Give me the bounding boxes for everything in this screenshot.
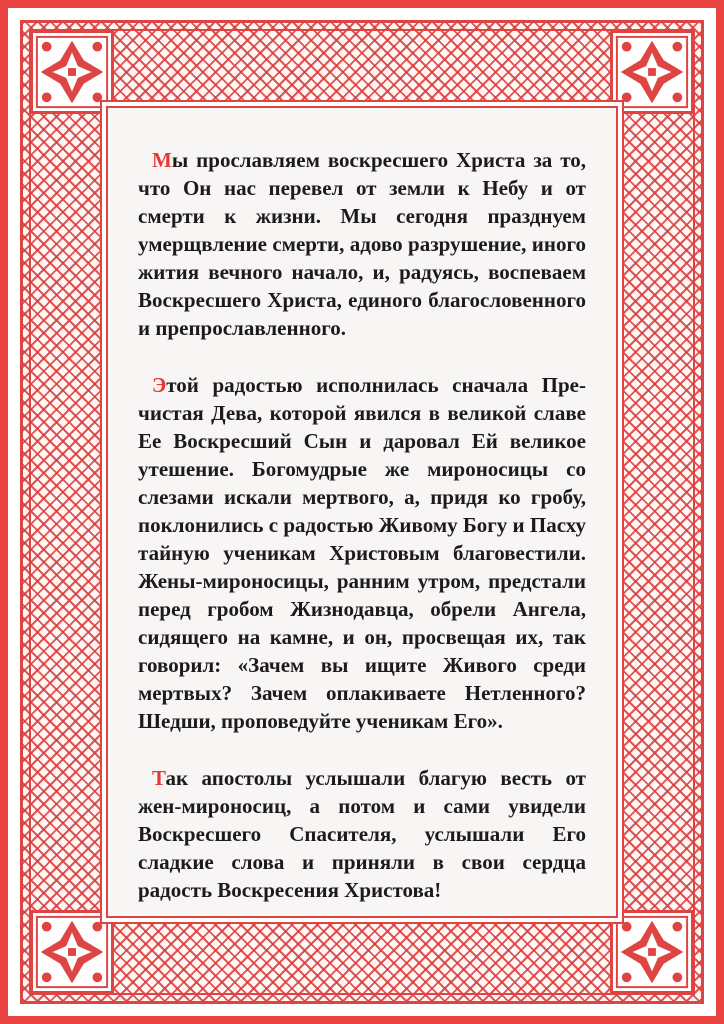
cross-rosette-ornament-icon [33, 913, 111, 991]
body-text [138, 146, 586, 933]
corner-ornament-bottom-left [30, 910, 114, 994]
paragraph-2 [138, 371, 586, 735]
paragraph-1 [138, 146, 586, 342]
corner-ornament-bottom-right [610, 910, 694, 994]
drop-initial: Т [152, 766, 166, 790]
paragraph-text: той радостью исполнилась сначала Пречистая Дева, которой явился в великой славе Ее Воскресший Сын и даровал Ей великое утешение. Богомудрые же мироносицы со слезами искали мертвого, а, придя ко гробу, поклонились с радостью Живому Богу и Пасху тайную ученикам Христовым благовестили. Жены-мироносицы, ранним утром, предстали перед гробом Жизнодавца, обрели Ангела, сидящего на камне, и он, просвещая их, так говорил: «Зачем вы ищите Живого среди мертвых? Зачем оплакиваете Нетленного? Шедши, проповедуйте ученикам Его». [138, 373, 586, 733]
cross-rosette-ornament-icon [33, 33, 111, 111]
corner-ornament-top-right [610, 30, 694, 114]
paragraph-3 [138, 764, 586, 904]
drop-initial: Э [152, 373, 167, 397]
cross-rosette-ornament-icon [613, 33, 691, 111]
paragraph-text: ак апостолы услышали благую весть от жен-мироносиц, а потом и сами увидели Воскресшего Спасителя, услышали Его сладкие слова и приняли в свои сердца радость Воскресения Христова! [138, 766, 586, 902]
corner-ornament-top-left [30, 30, 114, 114]
drop-initial: М [152, 148, 172, 172]
paragraph-text: ы прославляем воскресшего Христа за то, что Он нас перевел от земли к Небу и от смерти к жизни. Мы сегодня празднуем умерщвление смерти, адово разрушение, иного жития вечного начало, и, радуясь, воспеваем Воскресшего Христа, единого благословенного и препрославленного. [138, 148, 586, 340]
cross-rosette-ornament-icon [613, 913, 691, 991]
